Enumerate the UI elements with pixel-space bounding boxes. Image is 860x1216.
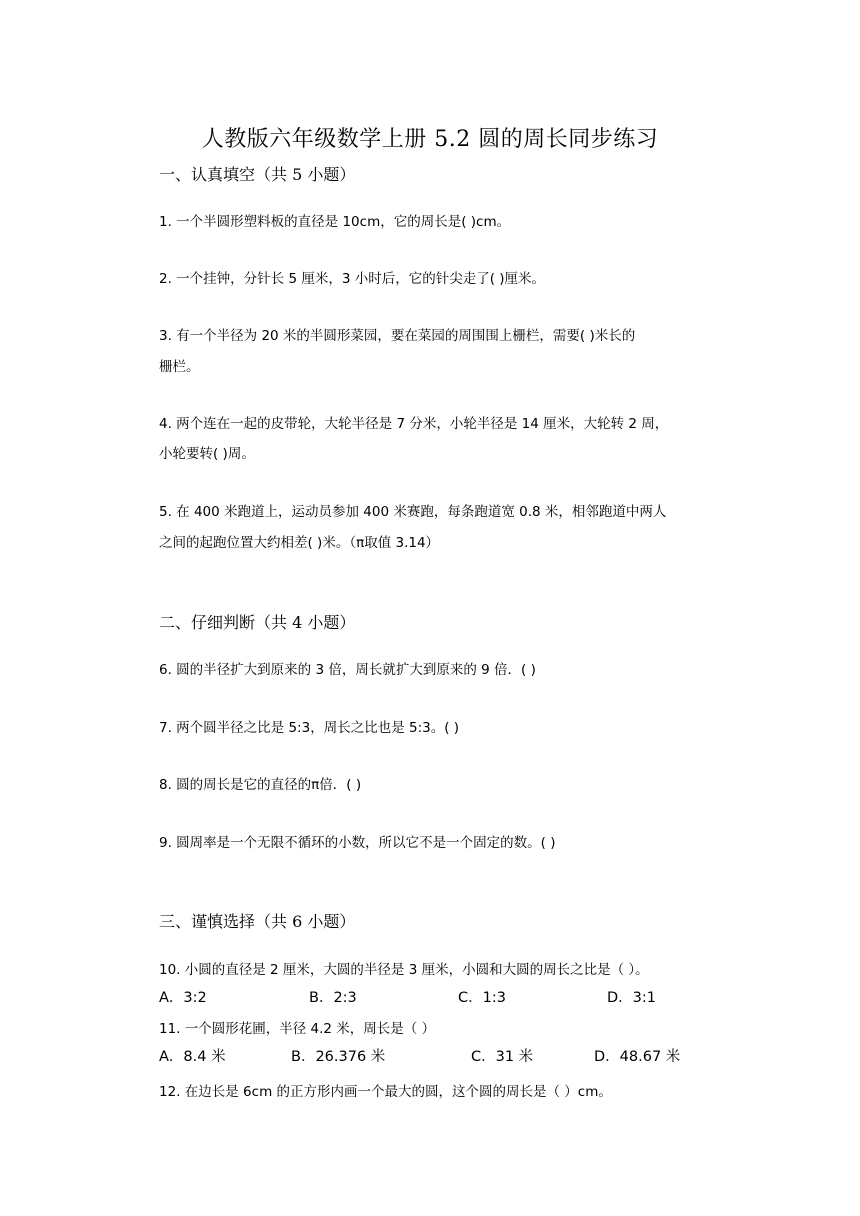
question-1: 1. 一个半圆形塑料板的直径是 10cm，它的周长是( )cm。 — [159, 214, 511, 230]
question-5-line-1: 5. 在 400 米跑道上，运动员参加 400 米赛跑，每条跑道宽 0.8 米，相邻跑道中两人 — [159, 504, 667, 520]
question-11: 11. 一个圆形花圃，半径 4.2 米，周长是（ ） — [159, 1021, 436, 1037]
question-8: 8. 圆的周长是它的直径的π倍．( ) — [159, 777, 362, 793]
question-6: 6. 圆的半径扩大到原来的 3 倍，周长就扩大到原来的 9 倍．( ) — [159, 662, 536, 678]
question-11-option-c: C．31 米 — [471, 1049, 534, 1065]
question-10: 10. 小圆的直径是 2 厘米，大圆的半径是 3 厘米，小圆和大圆的周长之比是（ ）。 — [159, 962, 649, 978]
section-heading-choice: 三、谨慎选择（共 6 小题） — [159, 912, 356, 931]
page-title: 人教版六年级数学上册 5.2 圆的周长同步练习 — [201, 127, 659, 152]
question-3-line-1: 3. 有一个半径为 20 米的半圆形菜园，要在菜园的周围围上栅栏，需要( )米长的 — [159, 328, 636, 344]
question-4-line-1: 4. 两个连在一起的皮带轮，大轮半径是 7 分米，小轮半径是 14 厘米，大轮转 2 周， — [159, 416, 669, 432]
question-9: 9. 圆周率是一个无限不循环的小数，所以它不是一个固定的数。( ) — [159, 835, 556, 851]
question-3-line-2: 栅栏。 — [159, 359, 200, 375]
question-5-line-2: 之间的起跑位置大约相差( )米。（π取值 3.14） — [159, 535, 440, 551]
question-4-line-2: 小轮要转( )周。 — [159, 446, 255, 462]
section-heading-judge: 二、仔细判断（共 4 小题） — [159, 613, 356, 632]
question-11-option-d: D．48.67 米 — [594, 1049, 681, 1065]
question-11-option-b: B．26.376 米 — [291, 1049, 386, 1065]
question-11-option-a: A．8.4 米 — [159, 1049, 226, 1065]
question-10-option-a: A．3:2 — [159, 990, 207, 1006]
question-7: 7. 两个圆半径之比是 5:3，周长之比也是 5:3。( ) — [159, 720, 460, 736]
question-10-option-b: B．2:3 — [309, 990, 357, 1006]
question-2: 2. 一个挂钟，分针长 5 厘米，3 小时后，它的针尖走了( )厘米。 — [159, 271, 546, 287]
question-10-option-c: C．1:3 — [458, 990, 506, 1006]
question-12: 12. 在边长是 6cm 的正方形内画一个最大的圆，这个圆的周长是（ ）cm。 — [159, 1084, 612, 1100]
question-10-option-d: D．3:1 — [607, 990, 657, 1006]
section-heading-fill-blank: 一、认真填空（共 5 小题） — [159, 165, 356, 184]
